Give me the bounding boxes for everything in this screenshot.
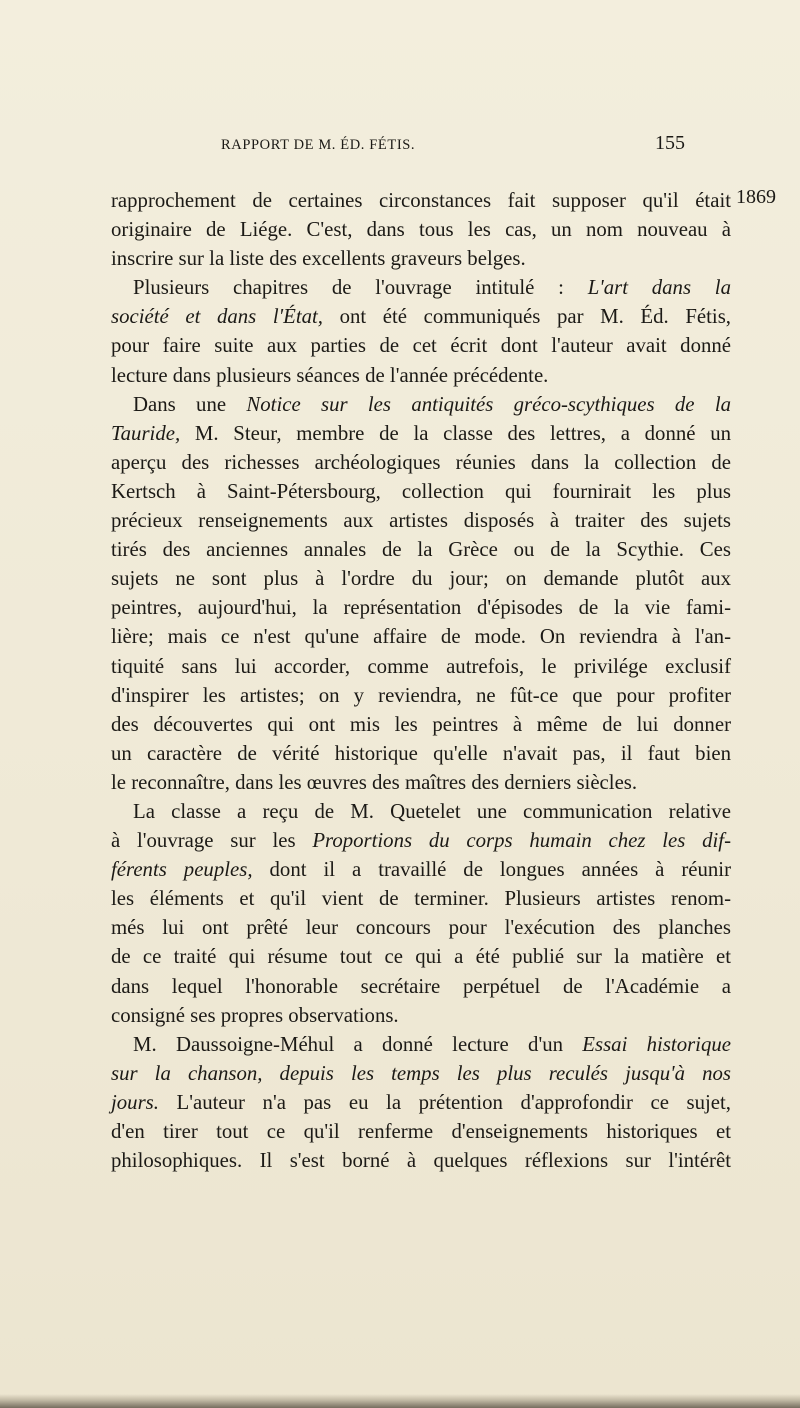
text-line bbox=[111, 448, 731, 477]
text-run: rapprochement de certaines circonstances fait supposer qu'il était bbox=[111, 189, 731, 212]
italic-text: Notice sur les antiquités gréco-scythiques de la bbox=[246, 392, 731, 416]
text-run: Plusieurs chapitres de l'ouvrage intitulé : bbox=[133, 276, 588, 300]
text-line bbox=[111, 477, 731, 506]
text-run: précieux renseignements aux artistes disposés à traiter des sujets bbox=[111, 509, 731, 533]
text-line bbox=[111, 564, 731, 593]
text-line bbox=[111, 535, 731, 564]
text-run: tiquité sans lui accorder, comme autrefois, le privilége exclusif bbox=[111, 654, 731, 678]
text-run: les éléments et qu'il vient de terminer. Plusieurs artistes renom- bbox=[111, 887, 731, 911]
text-run: un caractère de vérité historique qu'elle n'avait pas, il faut bien bbox=[111, 741, 731, 765]
italic-text: Proportions du corps humain chez les dif- bbox=[312, 829, 731, 853]
text-run: M. Steur, membre de la classe des lettres, a donné un bbox=[180, 421, 731, 445]
text-line bbox=[111, 215, 731, 244]
text-line bbox=[111, 1117, 731, 1146]
text-run: de ce traité qui résume tout ce qui a été publié sur la matière et bbox=[111, 945, 731, 969]
italic-text: sur la chanson, depuis les temps les plus reculés jusqu'à nos bbox=[111, 1061, 731, 1085]
text-run: M. Daussoigne-Méhul a donné lecture d'un bbox=[133, 1032, 583, 1056]
text-line bbox=[111, 390, 731, 419]
text-line bbox=[111, 506, 731, 535]
text-run: des découvertes qui ont mis les peintres à même de lui donner bbox=[111, 712, 731, 736]
text-line bbox=[111, 913, 731, 942]
text-line bbox=[111, 1088, 731, 1117]
text-run: més lui ont prêté leur concours pour l'exécution des planches bbox=[111, 916, 731, 940]
text-line bbox=[111, 681, 731, 710]
text-run: La classe a reçu de M. Quetelet une communication relative bbox=[133, 799, 731, 823]
body-text bbox=[111, 186, 731, 1175]
italic-text: Tauride, bbox=[111, 421, 181, 445]
text-run: lecture dans plusieurs séances de l'année précédente. bbox=[111, 363, 549, 387]
text-line bbox=[111, 710, 731, 739]
text-line bbox=[111, 972, 731, 1001]
text-run: dans lequel l'honorable secrétaire perpétuel de l'Académie a bbox=[111, 974, 731, 998]
text-line bbox=[111, 593, 731, 622]
page-number: 155 bbox=[655, 132, 685, 154]
text-run: L'auteur n'a pas eu la prétention d'approfondir ce sujet, bbox=[158, 1090, 731, 1114]
text-run: dont il a travaillé de longues années à réunir bbox=[252, 858, 731, 882]
text-run: aperçu des richesses archéologiques réunies dans la collection de bbox=[111, 450, 731, 474]
text-line bbox=[111, 331, 731, 360]
text-line bbox=[111, 1146, 731, 1175]
italic-text: Essai historique bbox=[582, 1032, 731, 1056]
text-run: Dans une bbox=[133, 392, 247, 416]
italic-text: jours. bbox=[111, 1090, 159, 1114]
text-line bbox=[111, 884, 731, 913]
text-line bbox=[111, 739, 731, 768]
text-run: peintres, aujourd'hui, la représentation d'épisodes de la vie fami- bbox=[111, 596, 731, 620]
text-line bbox=[111, 273, 731, 302]
text-run: à l'ouvrage sur les bbox=[111, 829, 313, 853]
text-line bbox=[111, 186, 731, 215]
text-run: ont été communiqués par M. Éd. Fétis, bbox=[322, 305, 731, 329]
margin-year: 1869 bbox=[736, 186, 776, 208]
text-line bbox=[111, 768, 731, 797]
text-run: pour faire suite aux parties de cet écrit dont l'auteur avait donné bbox=[111, 334, 731, 358]
italic-text: L'art dans la bbox=[587, 276, 731, 300]
text-run: lière; mais ce n'est qu'une affaire de mode. On reviendra à l'an- bbox=[111, 625, 731, 649]
text-line bbox=[111, 1059, 731, 1088]
text-line bbox=[111, 622, 731, 651]
text-run: Kertsch à Saint-Pétersbourg, collection qui fournirait les plus bbox=[111, 479, 731, 503]
text-run: sujets ne sont plus à l'ordre du jour; on demande plutôt aux bbox=[111, 567, 731, 591]
text-line bbox=[111, 826, 731, 855]
text-line bbox=[111, 302, 731, 331]
italic-text: société et dans l'État, bbox=[111, 305, 323, 329]
running-title: RAPPORT DE M. ÉD. FÉTIS. bbox=[221, 137, 416, 153]
italic-text: férents peuples, bbox=[111, 858, 253, 882]
text-line bbox=[111, 244, 731, 273]
text-line bbox=[111, 1030, 731, 1059]
text-run: tirés des anciennes annales de la Grèce ou de la Scythie. Ces bbox=[111, 538, 731, 562]
text-line bbox=[111, 942, 731, 971]
text-line bbox=[111, 419, 731, 448]
text-run: d'en tirer tout ce qu'il renferme d'enseignements historiques et bbox=[111, 1120, 731, 1143]
page-header bbox=[0, 132, 800, 159]
text-run: consigné ses propres observations. bbox=[111, 1003, 399, 1027]
text-line bbox=[111, 652, 731, 681]
text-line bbox=[111, 855, 731, 884]
text-run: le reconnaître, dans les œuvres des maîtres des derniers siècles. bbox=[111, 770, 638, 794]
text-run: philosophiques. Il s'est borné à quelques réflexions sur l'intérêt bbox=[111, 1149, 731, 1173]
page-bottom-edge bbox=[0, 1394, 800, 1408]
text-line bbox=[111, 1001, 731, 1030]
text-line bbox=[111, 361, 731, 390]
text-line bbox=[111, 797, 731, 826]
text-run: d'inspirer les artistes; on y reviendra, ne fût-ce que pour profiter bbox=[111, 683, 731, 707]
text-run: inscrire sur la liste des excellents graveurs belges. bbox=[111, 247, 526, 271]
text-run: originaire de Liége. C'est, dans tous les cas, un nom nouveau à bbox=[111, 218, 731, 242]
